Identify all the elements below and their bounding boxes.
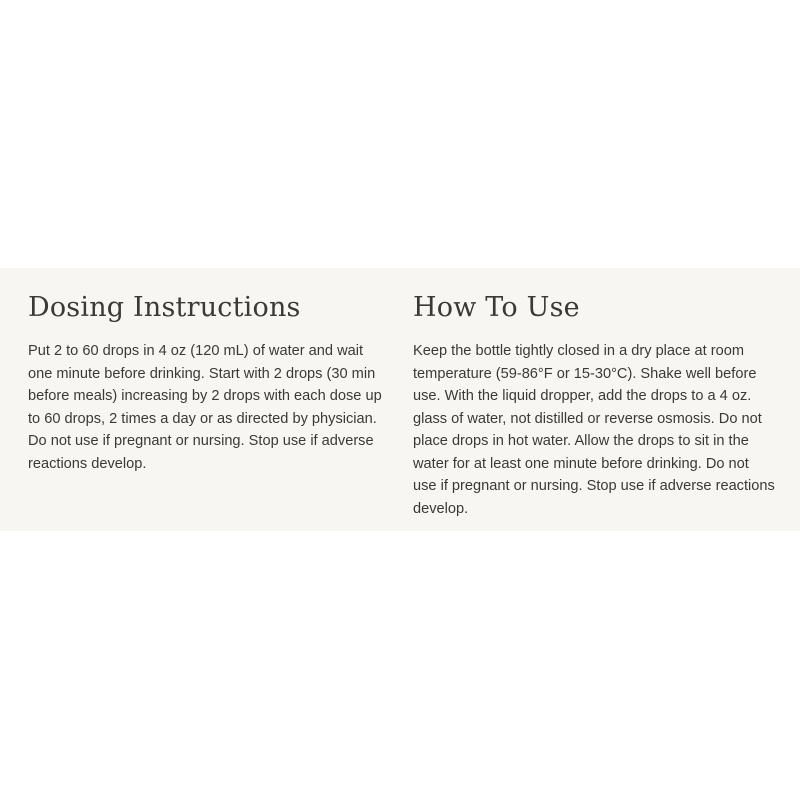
how-to-use-heading: How To Use — [413, 292, 580, 323]
how-to-use-text — [413, 340, 785, 520]
dosing-line: to 60 drops, 2 times a day or as directed by physician. — [28, 410, 377, 427]
how-to-use-line: glass of water, not distilled or reverse osmosis. Do not — [413, 410, 762, 427]
how-to-use-line: Keep the bottle tightly closed in a dry place at room — [413, 343, 744, 359]
dosing-line: reactions develop. — [28, 455, 147, 472]
dosing-instructions-text — [28, 340, 393, 475]
dosing-line: Put 2 to 60 drops in 4 oz (120 mL) of water and wait — [28, 343, 364, 359]
dosing-instructions-heading: Dosing Instructions — [28, 292, 301, 323]
how-to-use-column — [413, 292, 785, 520]
how-to-use-line: use if pregnant or nursing. Stop use if adverse reactions — [413, 478, 775, 494]
how-to-use-line: place drops in hot water. Allow the drops to sit in the — [413, 433, 749, 449]
how-to-use-line: temperature (59-86°F or 15-30°C). Shake well before — [413, 365, 757, 382]
dosing-line: before meals) increasing by 2 drops with each dose up — [28, 388, 382, 404]
how-to-use-line: use. With the liquid dropper, add the drops to a 4 oz. — [413, 388, 752, 404]
instructions-section — [0, 268, 800, 531]
how-to-use-line: water for at least one minute before drinking. Do not — [413, 455, 749, 472]
dosing-line: Do not use if pregnant or nursing. Stop use if adverse — [28, 433, 374, 449]
how-to-use-line: develop. — [413, 500, 469, 517]
dosing-instructions-column — [28, 292, 393, 475]
dosing-line: one minute before drinking. Start with 2 drops (30 min — [28, 365, 376, 382]
